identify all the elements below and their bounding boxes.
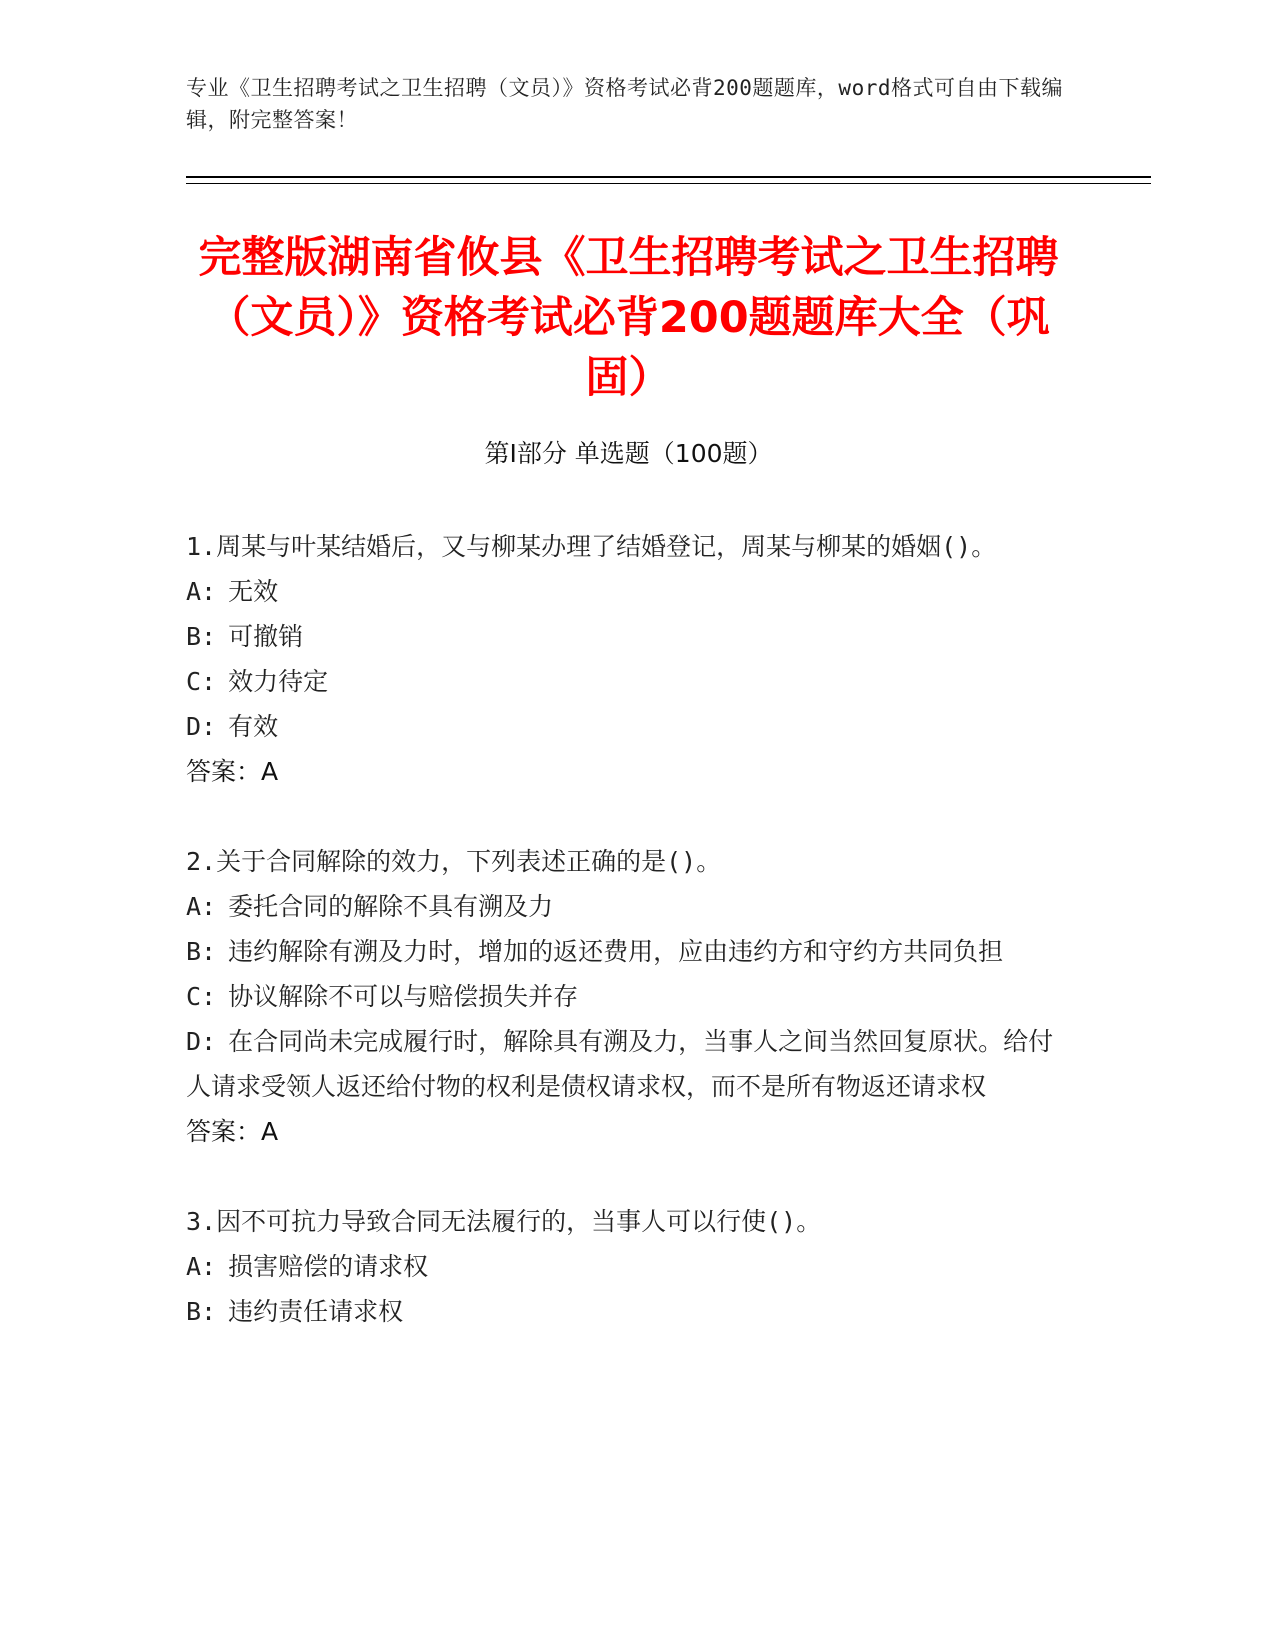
- option-letter: B:: [186, 937, 217, 966]
- question-item: [186, 1199, 1071, 1334]
- option-letter: C:: [186, 667, 217, 696]
- option-text: 无效: [228, 577, 279, 606]
- option-text: 委托合同的解除不具有溯及力: [228, 892, 554, 921]
- option-a: [186, 569, 1071, 614]
- question-item: [186, 524, 1071, 794]
- option-c: [186, 974, 1071, 1019]
- option-text: 效力待定: [228, 667, 329, 696]
- question-item: [186, 839, 1071, 1154]
- question-stem: 3.因不可抗力导致合同无法履行的，当事人可以行使()。: [186, 1207, 822, 1236]
- option-letter: A:: [186, 892, 217, 921]
- option-a: [186, 1244, 1071, 1289]
- option-b: [186, 929, 1071, 974]
- answer-line: 答案：A: [186, 757, 279, 786]
- option-c: [186, 659, 1071, 704]
- option-letter: B:: [186, 622, 217, 651]
- question-stem: 1.周某与叶某结婚后，又与柳某办理了结婚登记，周某与柳某的婚姻()。: [186, 532, 997, 561]
- option-d: [186, 704, 1071, 749]
- option-letter: D:: [186, 712, 217, 741]
- question-stem: 2.关于合同解除的效力，下列表述正确的是()。: [186, 847, 722, 876]
- option-text: 违约责任请求权: [228, 1297, 404, 1326]
- option-letter: A:: [186, 577, 217, 606]
- header-note: 专业《卫生招聘考试之卫生招聘（文员）》资格考试必背200题题库，word格式可自由下载编辑，附完整答案！: [186, 76, 1063, 132]
- section-title: 第I部分 单选题（100题）: [484, 439, 773, 468]
- option-text: 在合同尚未完成履行时，解除具有溯及力，当事人之间当然回复原状。给付人请求受领人返还给付物的权利是债权请求权，而不是所有物返还请求权: [186, 1027, 1054, 1101]
- question-list: [186, 524, 1071, 1379]
- option-letter: A:: [186, 1252, 217, 1281]
- answer-line: 答案：A: [186, 1117, 279, 1146]
- option-letter: D:: [186, 1027, 217, 1056]
- option-a: [186, 884, 1071, 929]
- option-text: 违约解除有溯及力时，增加的返还费用，应由违约方和守约方共同负担: [228, 937, 1004, 966]
- option-text: 协议解除不可以与赔偿损失并存: [228, 982, 579, 1011]
- option-text: 有效: [228, 712, 279, 741]
- option-letter: B:: [186, 1297, 217, 1326]
- header-rule-thin: [186, 183, 1151, 184]
- option-d: [186, 1019, 1071, 1109]
- option-text: 损害赔偿的请求权: [228, 1252, 429, 1281]
- option-letter: C:: [186, 982, 217, 1011]
- option-b: [186, 1289, 1071, 1334]
- document-title: 完整版湖南省攸县《卫生招聘考试之卫生招聘（文员）》资格考试必背200题题库大全（巩固）: [198, 233, 1059, 403]
- option-b: [186, 614, 1071, 659]
- option-text: 可撤销: [228, 622, 304, 651]
- header-rule-thick: [186, 176, 1151, 178]
